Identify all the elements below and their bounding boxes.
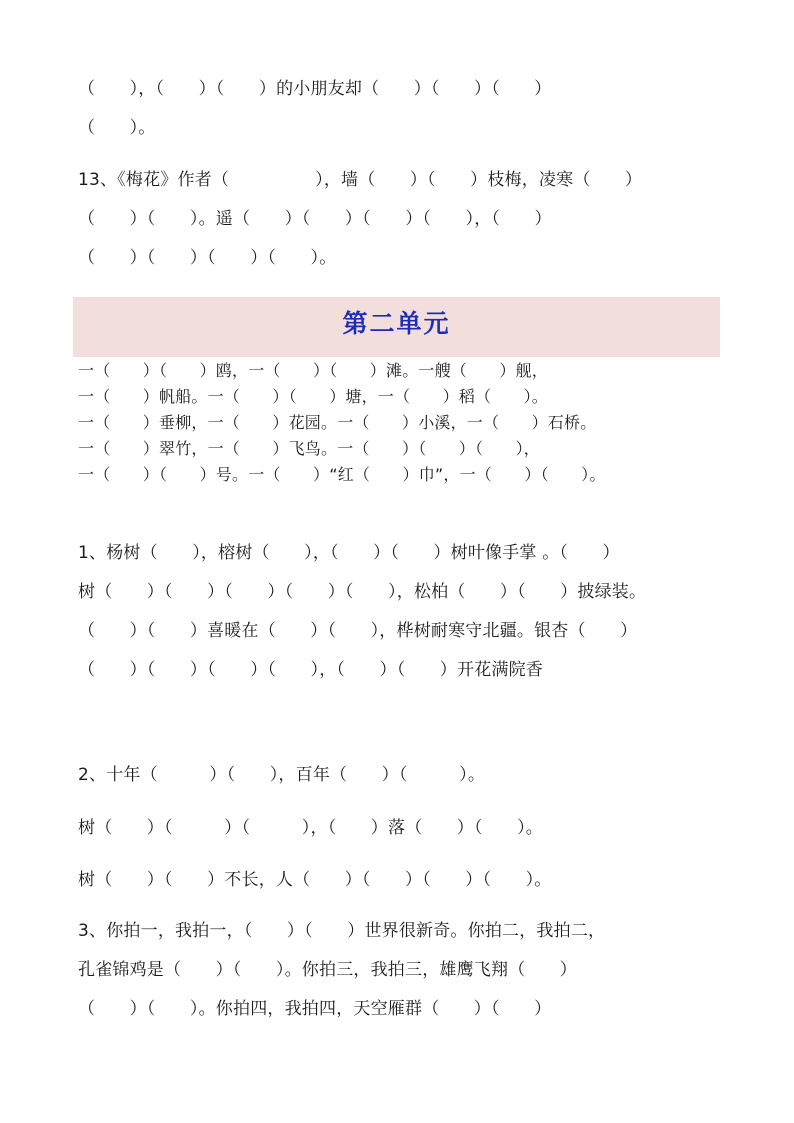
measure-word-line: 一（ ）（ ）号。一（ ）“红（ ）巾”，一（ ）（ ）。 — [78, 465, 606, 484]
question-2-line: 树（ ）（ ）（ ），（ ）落（ ）（ ）。 — [78, 818, 543, 838]
fill-blank-line: （ ），（ ）（ ）的小朋友却（ ）（ ）（ ） — [78, 79, 552, 99]
question-3-line: 3、你拍一，我拍一，（ ）（ ）世界很新奇。你拍二，我拍二， — [78, 921, 606, 941]
unit-heading-banner — [73, 297, 720, 357]
question-2-line: 树（ ）（ ）不长，人（ ）（ ）（ ）（ ）。 — [78, 870, 552, 890]
measure-word-line: 一（ ）（ ）鸥，一（ ）（ ）滩。一艘（ ）舰， — [78, 361, 549, 380]
question-1-line: 树（ ）（ ）（ ）（ ）（ ），松柏（ ）（ ）披绿装。 — [78, 582, 647, 602]
question-1-line: （ ）（ ）（ ）（ ），（ ）（ ）开花满院香 — [78, 660, 543, 680]
question-13-line: 13、《梅花》作者（ ），墙（ ）（ ）枝梅，凌寒（ ） — [78, 170, 643, 190]
measure-word-line: 一（ ）翠竹，一（ ）飞鸟。一（ ）（ ）（ ）， — [78, 439, 541, 458]
question-13-line: （ ）（ ）。遥（ ）（ ）（ ）（ ），（ ） — [78, 209, 552, 229]
unit-heading: 第二单元 — [342, 309, 451, 338]
fill-blank-line: （ ）。 — [78, 118, 156, 138]
measure-word-line: 一（ ）垂柳，一（ ）花园。一（ ）小溪，一（ ）石桥。 — [78, 413, 597, 432]
question-13-line: （ ）（ ）（ ）（ ）。 — [78, 248, 337, 268]
question-1-line: 1、杨树（ ），榕树（ ），（ ）（ ）树叶像手掌 。（ ） — [78, 543, 620, 563]
question-3-line: 孔雀锦鸡是（ ）（ ）。你拍三，我拍三，雄鹰飞翔（ ） — [78, 960, 577, 980]
question-1-line: （ ）（ ）喜暖在（ ）（ ），桦树耐寒守北疆。银杏（ ） — [78, 621, 638, 641]
question-3-line: （ ）（ ）。你拍四，我拍四，天空雁群（ ）（ ） — [78, 999, 552, 1019]
measure-word-line: 一（ ）帆船。一（ ）（ ）塘，一（ ）稻（ ）。 — [78, 387, 549, 406]
question-2-line: 2、十年（ ）（ ），百年（ ）（ ）。 — [78, 765, 486, 785]
